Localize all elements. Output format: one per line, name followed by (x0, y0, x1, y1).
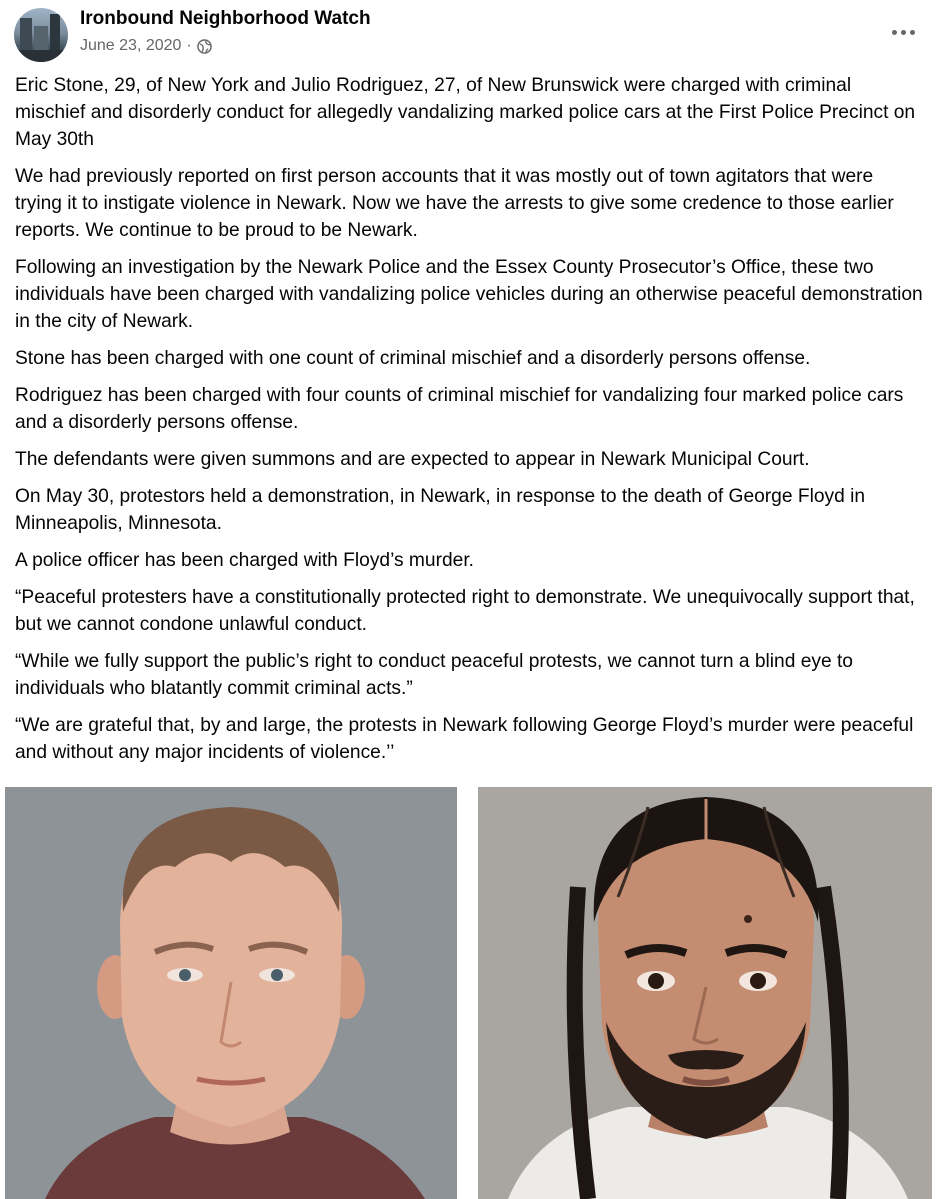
mugshot-photo-right[interactable] (478, 787, 932, 1199)
post-paragraph: On May 30, protestors held a demonstration, in Newark, in response to the death of George Floyd in Minneapolis, Minnesota. (15, 486, 866, 534)
avatar-street (14, 50, 68, 62)
post-paragraph: Rodriguez has been charged with four counts of criminal mischief for vandalizing four marked police cars and a disorderly persons offense. (15, 385, 904, 433)
page-avatar[interactable] (14, 8, 68, 62)
post-paragraph: “While we fully support the public’s right to conduct peaceful protests, we cannot turn a blind eye to individuals who blatantly commit criminal acts.” (15, 651, 853, 699)
post-paragraph: Stone has been charged with one count of criminal mischief and a disorderly persons offense. (15, 348, 811, 369)
globe-icon[interactable] (197, 39, 212, 54)
meta-separator: · (186, 37, 192, 54)
post-paragraph: We had previously reported on first person accounts that it was mostly out of town agitators that were trying it to instigate violence in Newark. Now we have the arrests to give some credence to those earlier reports. We continue to be proud to be Newark. (15, 166, 894, 241)
post-date-link[interactable]: June 23, 2020 (80, 37, 182, 54)
page-name-link[interactable]: Ironbound Neighborhood Watch (80, 8, 371, 29)
post-body (15, 72, 925, 776)
post-paragraph: The defendants were given summons and are expected to appear in Newark Municipal Court. (15, 449, 810, 470)
post-meta (80, 37, 212, 55)
post-paragraph: “We are grateful that, by and large, the protests in Newark following George Floyd’s murder were peaceful and without any major incidents of violence.’’ (15, 715, 914, 763)
post-paragraph: Eric Stone, 29, of New York and Julio Rodriguez, 27, of New Brunswick were charged with criminal mischief and disorderly conduct for allegedly vandalizing marked police cars at the First Police Precinct on May 30th (15, 75, 916, 150)
post-header (14, 8, 923, 60)
post-paragraph: A police officer has been charged with Floyd’s murder. (15, 550, 474, 571)
post-paragraph: Following an investigation by the Newark Police and the Essex County Prosecutor’s Office, these two individuals have been charged with vandalizing police vehicles during an otherwise peaceful demonstration in the city of Newark. (15, 257, 923, 332)
more-options-icon[interactable] (883, 22, 923, 42)
post-paragraph: “Peaceful protesters have a constitutionally protected right to demonstrate. We unequivocally support that, but we cannot condone unlawful conduct. (15, 587, 915, 635)
post-photos (5, 787, 932, 1199)
avatar-building (50, 14, 60, 54)
avatar-building (20, 18, 32, 52)
mugshot-photo-left[interactable] (5, 787, 457, 1199)
